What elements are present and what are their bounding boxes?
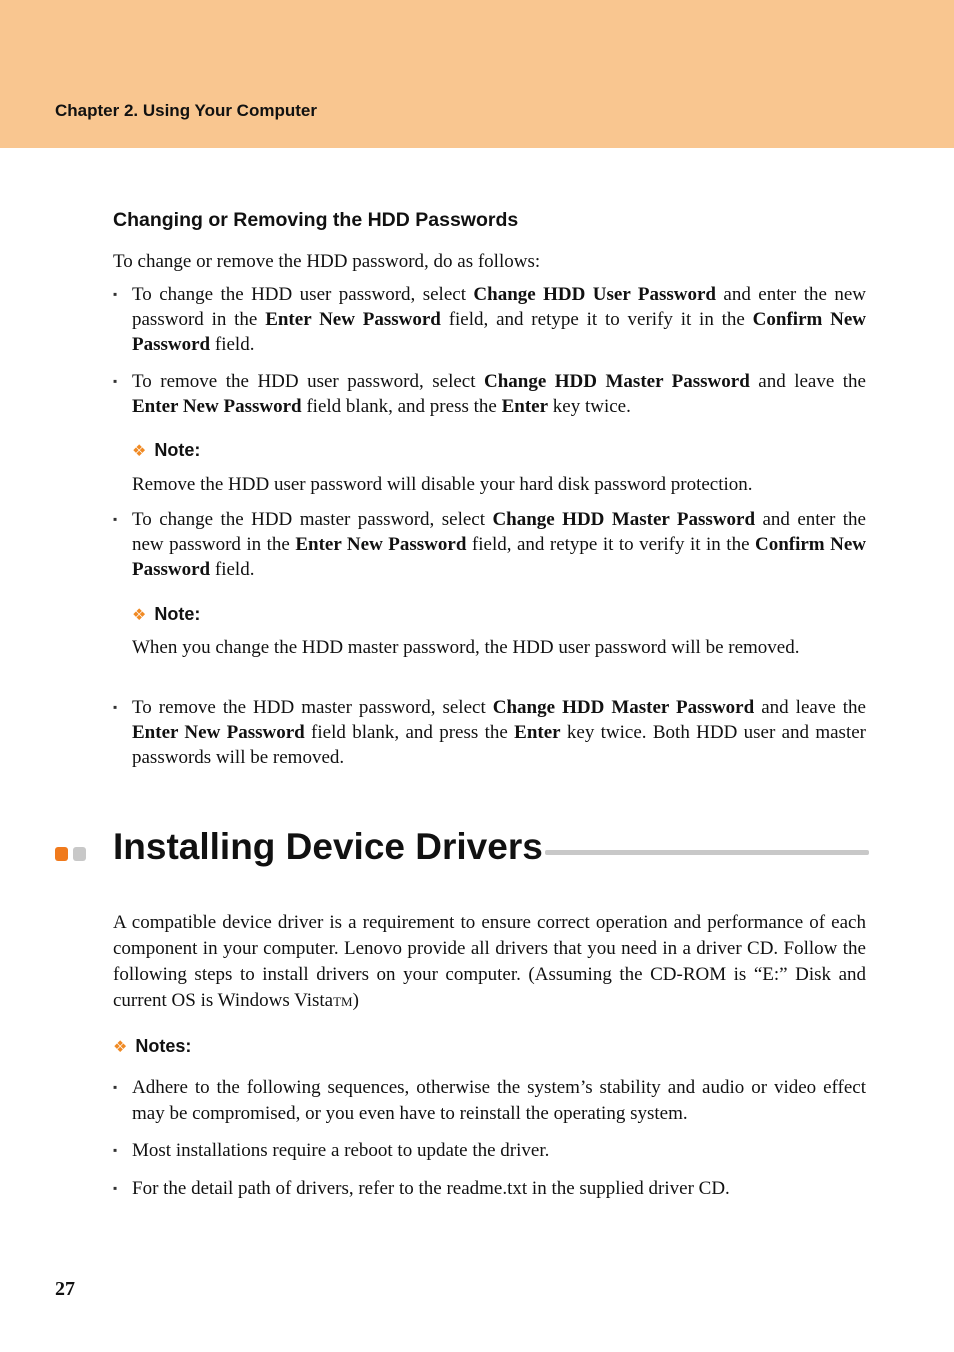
square-bullet-icon: ▪ — [113, 1080, 118, 1094]
page-number: 27 — [55, 1278, 75, 1300]
square-bullet-icon: ▪ — [113, 1181, 118, 1195]
four-diamond-note-icon: ❖ — [132, 605, 147, 624]
header-band — [0, 0, 954, 148]
section-heading-hdd: Changing or Removing the HDD Passwords — [113, 209, 519, 231]
square-bullet-icon: ▪ — [113, 1143, 118, 1157]
list-item-remove-master-password: To remove the HDD master password, select Change HDD Master Password and leave the Enter New Password field blank, and press the Enter key twice. Both HDD user and master passwords will be removed. — [132, 697, 866, 768]
note-text: When you change the HDD master password, the HDD user password will be removed. — [132, 637, 800, 658]
note-heading: ❖ Note: — [132, 604, 201, 624]
heading-marker-gray — [73, 847, 86, 861]
four-diamond-note-icon: ❖ — [113, 1037, 128, 1056]
four-diamond-note-icon: ❖ — [132, 441, 147, 460]
notes-heading: ❖ Notes: — [113, 1036, 192, 1056]
list-item: Adhere to the following sequences, otherwise the system’s stability and audio or video effect may be compromised, or you even have to reinstall the operating system. — [132, 1077, 866, 1124]
heading-rule — [545, 850, 869, 855]
note-heading: ❖ Note: — [132, 440, 201, 460]
heading-marker-orange — [55, 847, 68, 861]
list-item-change-user-password: To change the HDD user password, select Change HDD User Password and enter the new password in the Enter New Password field, and retype it to verify it in the Confirm New Password field. — [132, 284, 867, 355]
chapter-title: Chapter 2. Using Your Computer — [55, 101, 317, 120]
list-item-remove-user-password: To remove the HDD user password, select Change HDD Master Password and leave the Enter New Password field blank, and press the Enter key twice. — [132, 371, 866, 417]
square-bullet-icon: ▪ — [113, 374, 118, 388]
square-bullet-icon: ▪ — [113, 700, 118, 714]
list-item-change-master-password: To change the HDD master password, select Change HDD Master Password and enter the new password in the Enter New Password field, and retype it to verify it in the Confirm New Password field. — [132, 509, 866, 580]
list-item: Most installations require a reboot to update the driver. — [132, 1140, 550, 1161]
drivers-intro: A compatible device driver is a requirement to ensure correct operation and performance of each component in your computer. Lenovo provide all drivers that you need in a driver CD. Follow the following steps to install drivers on your computer. (Assuming the CD-ROM is “E:” Disk and current OS is Windows VistaTM) — [113, 912, 866, 1011]
square-bullet-icon: ▪ — [113, 287, 118, 301]
list-item: For the detail path of drivers, refer to the readme.txt in the supplied driver CD. — [132, 1178, 730, 1199]
square-bullet-icon: ▪ — [113, 512, 118, 526]
note-text: Remove the HDD user password will disable your hard disk password protection. — [132, 474, 753, 495]
section-heading-drivers: Installing Device Drivers — [113, 826, 543, 867]
hdd-intro: To change or remove the HDD password, do as follows: — [113, 251, 541, 272]
